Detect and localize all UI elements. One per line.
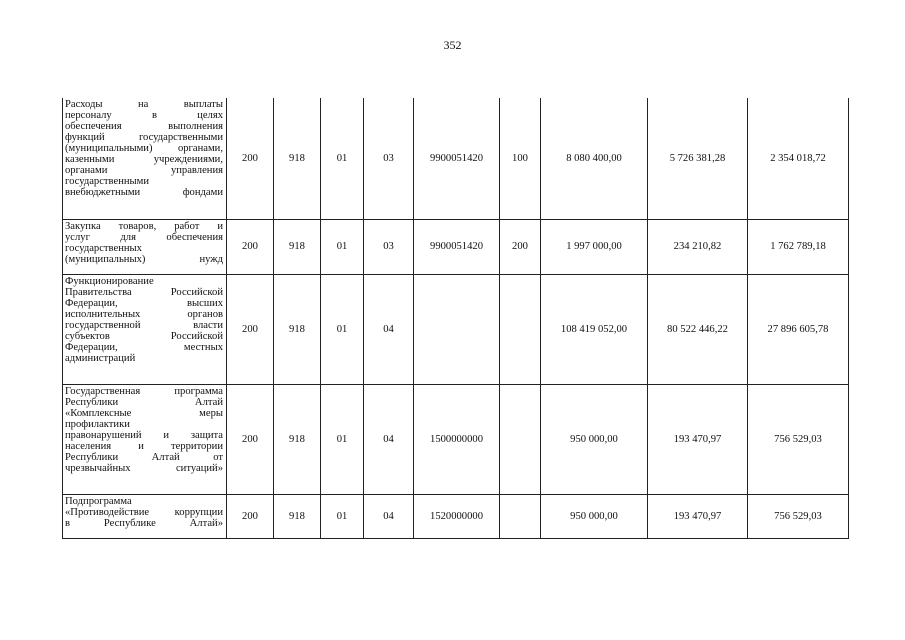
admin-code-cell: 200 xyxy=(227,219,274,274)
approved-amount-cell: 108 419 052,00 xyxy=(541,274,648,384)
description-line: государственных xyxy=(65,242,142,254)
target-article-code-cell: 1520000000 xyxy=(414,494,500,538)
description-line: Государственная программа xyxy=(65,385,223,397)
description-line: населения и территории xyxy=(65,440,223,452)
ministry-code-cell: 918 xyxy=(274,274,321,384)
expense-description xyxy=(63,494,227,538)
target-article-code-cell: 9900051420 xyxy=(414,98,500,219)
expense-description xyxy=(63,219,227,274)
description-line: функций государственными xyxy=(65,132,223,143)
admin-code-cell: 200 xyxy=(227,494,274,538)
admin-code-cell: 200 xyxy=(227,98,274,219)
remaining-amount-cell: 756 529,03 xyxy=(748,384,849,494)
executed-amount-cell: 5 726 381,28 xyxy=(648,98,748,219)
table-row xyxy=(63,219,849,274)
description-line: администраций xyxy=(65,352,136,364)
ministry-code-cell: 918 xyxy=(274,494,321,538)
section-code-cell: 01 xyxy=(321,384,364,494)
expense-description xyxy=(63,384,227,494)
table-row xyxy=(63,98,849,219)
description-line: «Комплексные меры xyxy=(65,407,223,419)
admin-code-cell: 200 xyxy=(227,384,274,494)
target-article-code-cell xyxy=(414,274,500,384)
page-number: 352 xyxy=(443,38,462,52)
description-line: Республики Алтай от xyxy=(65,451,223,463)
subsection-code-cell: 03 xyxy=(364,219,414,274)
description-line: персоналу в целях xyxy=(65,110,223,121)
executed-amount-cell: 193 470,97 xyxy=(648,384,748,494)
executed-amount-cell: 234 210,82 xyxy=(648,219,748,274)
ministry-code-cell: 918 xyxy=(274,384,321,494)
description-line: (муниципальными) органами, xyxy=(65,143,223,154)
expense-description xyxy=(63,98,227,219)
remaining-amount-cell: 27 896 605,78 xyxy=(748,274,849,384)
description-line: правонарушений и защита xyxy=(65,429,223,441)
description-line: исполнительных органов xyxy=(65,308,223,320)
description-line: Подпрограмма xyxy=(65,495,132,507)
description-line: Закупка товаров, работ и xyxy=(65,220,223,232)
description-line: профилактики xyxy=(65,418,130,430)
subsection-code-cell: 04 xyxy=(364,494,414,538)
subsection-code-cell: 04 xyxy=(364,274,414,384)
description-line: внебюджетными фондами xyxy=(65,187,223,198)
description-line: чрезвычайных ситуаций» xyxy=(65,462,223,474)
approved-amount-cell: 8 080 400,00 xyxy=(541,98,648,219)
description-line: обеспечения выполнения xyxy=(65,121,223,132)
section-code-cell: 01 xyxy=(321,98,364,219)
budget-table xyxy=(62,98,849,539)
approved-amount-cell: 1 997 000,00 xyxy=(541,219,648,274)
target-article-code-cell: 9900051420 xyxy=(414,219,500,274)
ministry-code-cell: 918 xyxy=(274,219,321,274)
description-line: услуг для обеспечения xyxy=(65,231,223,243)
description-line: Правительства Российской xyxy=(65,286,223,298)
remaining-amount-cell: 756 529,03 xyxy=(748,494,849,538)
remaining-amount-cell: 1 762 789,18 xyxy=(748,219,849,274)
description-line: (муниципальных) нужд xyxy=(65,253,223,265)
table-body xyxy=(63,98,849,538)
description-line: Федерации, высших xyxy=(65,297,223,309)
table-row xyxy=(63,494,849,538)
approved-amount-cell: 950 000,00 xyxy=(541,494,648,538)
expense-type-code-cell xyxy=(500,274,541,384)
description-line: Функционирование xyxy=(65,275,154,287)
section-code-cell: 01 xyxy=(321,219,364,274)
executed-amount-cell: 80 522 446,22 xyxy=(648,274,748,384)
description-line: Федерации, местных xyxy=(65,341,223,353)
section-code-cell: 01 xyxy=(321,494,364,538)
section-code-cell: 01 xyxy=(321,274,364,384)
table-row xyxy=(63,384,849,494)
ministry-code-cell: 918 xyxy=(274,98,321,219)
description-line: «Противодействие коррупции xyxy=(65,506,223,518)
subsection-code-cell: 03 xyxy=(364,98,414,219)
description-line: субъектов Российской xyxy=(65,330,223,342)
expense-type-code-cell: 100 xyxy=(500,98,541,219)
target-article-code-cell: 1500000000 xyxy=(414,384,500,494)
description-line: государственными xyxy=(65,176,150,187)
expense-description xyxy=(63,274,227,384)
executed-amount-cell: 193 470,97 xyxy=(648,494,748,538)
admin-code-cell: 200 xyxy=(227,274,274,384)
description-line: казенными учреждениями, xyxy=(65,154,223,165)
description-line: органами управления xyxy=(65,165,223,176)
expense-type-code-cell xyxy=(500,494,541,538)
subsection-code-cell: 04 xyxy=(364,384,414,494)
description-line: Расходы на выплаты xyxy=(65,99,223,110)
approved-amount-cell: 950 000,00 xyxy=(541,384,648,494)
remaining-amount-cell: 2 354 018,72 xyxy=(748,98,849,219)
table-row xyxy=(63,274,849,384)
description-line: Республики Алтай xyxy=(65,396,223,408)
expense-type-code-cell: 200 xyxy=(500,219,541,274)
description-line: в Республике Алтай» xyxy=(65,517,223,529)
expense-type-code-cell xyxy=(500,384,541,494)
description-line: государственной власти xyxy=(65,319,223,331)
